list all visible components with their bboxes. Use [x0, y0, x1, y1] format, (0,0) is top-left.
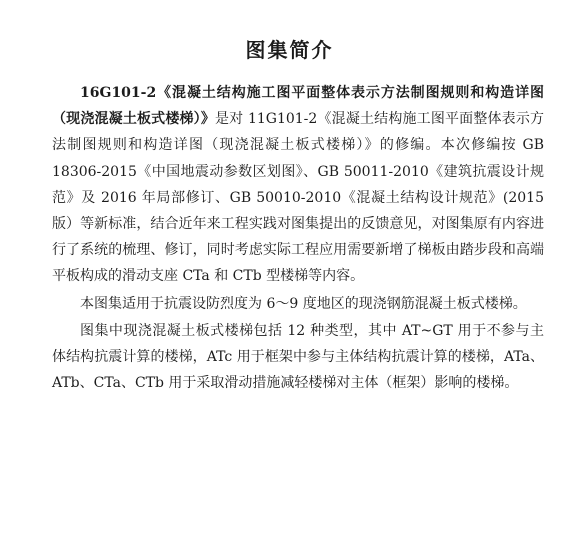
page-title: 图集简介 — [245, 38, 334, 62]
paragraph-scope: 本图集适用于抗震设防烈度为 6～9 度地区的现浇钢筋混凝土板式楼梯。 — [80, 295, 527, 312]
paragraph-stair-types: 图集中现浇混凝土板式楼梯包括 12 种类型，其中 AT~GT 用于不参与主体结构抗震计算的楼梯，ATc 用于框架中参与主体结构抗震计算的楼梯，ATa、ATb、CTa、CTb 用于采取滑动措施减轻楼梯对主体（框架）影响的楼梯。 — [52, 322, 544, 392]
atlas-title-bold: 16G101-2《混凝土结构施工图平面整体表示方法制图规则和构造详图（现浇混凝土板式楼梯）》 — [52, 85, 544, 128]
document-body — [52, 80, 544, 396]
paragraph-intro — [52, 80, 544, 290]
paragraph-intro-text: 是对 11G101-2《混凝土结构施工图平面整体表示方法制图规则和构造详图（现浇混凝土板式楼梯）》的修编。本次修编按 GB 18306-2015《中国地震动参数区划图》、GB 50011-2010《建筑抗震设计规范》及 2016 年局部修订、GB 50010-2010《混凝土结构设计规范》(2015 版）等新标准，结合近年来工程实践对图集提出的反馈意见，对图集原有内容进行了系统的梳理、修订，同时考虑实际工程应用需要新增了梯板由踏步段和高端平板构成的滑动支座 CTa 和 CTb 型楼梯等内容。 — [52, 111, 545, 285]
